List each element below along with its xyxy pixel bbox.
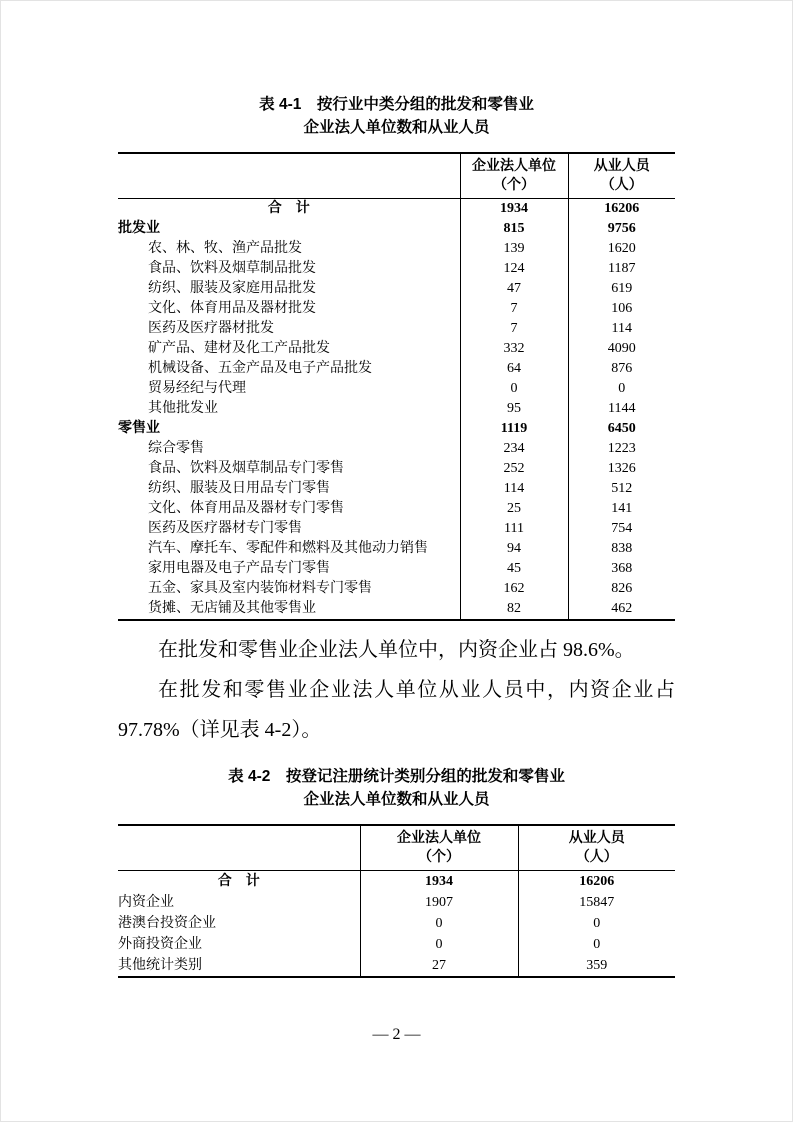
persons-value: 838 — [568, 539, 675, 559]
persons-value: 619 — [568, 279, 675, 299]
row-label: 内资企业 — [118, 895, 174, 910]
row-label: 汽车、摩托车、零配件和燃料及其他动力销售 — [148, 541, 428, 556]
table-4-2 — [118, 824, 675, 978]
persons-value: 0 — [518, 934, 675, 955]
column-header-units — [360, 825, 518, 871]
table-4-1-title-line2: 企业法人单位数和从业人员 — [303, 119, 490, 136]
persons-value: 114 — [568, 319, 675, 339]
row-label: 机械设备、五金产品及电子产品批发 — [148, 361, 372, 376]
table-row — [118, 299, 675, 319]
row-label: 食品、饮料及烟草制品专门零售 — [148, 461, 344, 476]
units-value: 0 — [460, 379, 568, 399]
table-row — [118, 319, 675, 339]
table-row — [118, 499, 675, 519]
units-value: 139 — [460, 239, 568, 259]
persons-value: 368 — [568, 559, 675, 579]
table-row — [118, 359, 675, 379]
units-value: 45 — [460, 559, 568, 579]
table-row — [118, 599, 675, 620]
persons-value: 16206 — [568, 199, 675, 220]
units-value: 64 — [460, 359, 568, 379]
table-4-2-body — [118, 871, 675, 978]
persons-header-line1: 从业人员 — [593, 159, 650, 174]
persons-value: 754 — [568, 519, 675, 539]
units-header-line2: （个） — [493, 178, 535, 193]
row-label: 纺织、服装及日用品专门零售 — [148, 481, 330, 496]
persons-value: 4090 — [568, 339, 675, 359]
table-4-1-title-line1: 表 4-1 按行业中类分组的批发和零售业 — [259, 96, 534, 113]
header-row — [118, 153, 675, 199]
row-label: 家用电器及电子产品专门零售 — [148, 561, 330, 576]
row-label: 批发业 — [118, 221, 160, 236]
corner-cell — [118, 825, 360, 871]
table-row — [118, 279, 675, 299]
header-row — [118, 825, 675, 871]
persons-value: 359 — [518, 955, 675, 977]
row-label: 零售业 — [118, 421, 160, 436]
persons-value: 16206 — [518, 871, 675, 893]
units-value: 1934 — [360, 871, 518, 893]
column-header-persons — [568, 153, 675, 199]
units-value: 162 — [460, 579, 568, 599]
column-header-units — [460, 153, 568, 199]
table-row — [118, 913, 675, 934]
persons-value: 1620 — [568, 239, 675, 259]
units-value: 1907 — [360, 892, 518, 913]
units-value: 815 — [460, 219, 568, 239]
units-value: 47 — [460, 279, 568, 299]
units-header-line1: 企业法人单位 — [397, 831, 481, 846]
persons-value: 0 — [568, 379, 675, 399]
persons-value: 1223 — [568, 439, 675, 459]
table-row — [118, 559, 675, 579]
table-row — [118, 892, 675, 913]
units-value: 7 — [460, 319, 568, 339]
persons-value: 1144 — [568, 399, 675, 419]
page-number: — 2 — — [372, 1026, 421, 1043]
persons-value: 6450 — [568, 419, 675, 439]
table-row — [118, 399, 675, 419]
table-4-2-title — [118, 765, 675, 811]
units-header-line1: 企业法人单位 — [472, 159, 556, 174]
table-4-1-title — [118, 93, 675, 139]
table-row — [118, 579, 675, 599]
table-row — [118, 439, 675, 459]
row-label: 纺织、服装及家庭用品批发 — [148, 281, 316, 296]
paragraph-domestic-persons-share: 在批发和零售业企业法人单位从业人员中，内资企业占 97.78%（详见表 4-2）。 — [118, 679, 675, 741]
table-row — [118, 239, 675, 259]
row-label: 合 计 — [217, 874, 260, 889]
units-value: 252 — [460, 459, 568, 479]
units-value: 95 — [460, 399, 568, 419]
persons-value: 141 — [568, 499, 675, 519]
table-row — [118, 459, 675, 479]
row-label: 五金、家具及室内装饰材料专门零售 — [148, 581, 372, 596]
units-value: 332 — [460, 339, 568, 359]
units-value: 0 — [360, 913, 518, 934]
table-row — [118, 419, 675, 439]
table-row — [118, 259, 675, 279]
persons-value: 106 — [568, 299, 675, 319]
row-label: 医药及医疗器材专门零售 — [148, 521, 302, 536]
units-value: 114 — [460, 479, 568, 499]
persons-value: 876 — [568, 359, 675, 379]
persons-value: 462 — [568, 599, 675, 620]
row-label: 文化、体育用品及器材批发 — [148, 301, 316, 316]
row-label: 货摊、无店铺及其他零售业 — [148, 601, 316, 616]
units-value: 124 — [460, 259, 568, 279]
row-label: 贸易经纪与代理 — [148, 381, 246, 396]
table-row — [118, 219, 675, 239]
row-label: 其他统计类别 — [118, 958, 202, 973]
units-value: 82 — [460, 599, 568, 620]
units-value: 0 — [360, 934, 518, 955]
units-value: 27 — [360, 955, 518, 977]
table-row — [118, 871, 675, 893]
persons-value: 512 — [568, 479, 675, 499]
units-value: 94 — [460, 539, 568, 559]
page-content — [118, 1, 675, 978]
persons-value: 15847 — [518, 892, 675, 913]
row-label: 综合零售 — [148, 441, 204, 456]
persons-value: 826 — [568, 579, 675, 599]
row-label: 港澳台投资企业 — [118, 916, 216, 931]
table-4-1-header — [118, 153, 675, 199]
row-label: 文化、体育用品及器材专门零售 — [148, 501, 344, 516]
row-label: 其他批发业 — [148, 401, 218, 416]
table-row — [118, 379, 675, 399]
table-4-2-title-line2: 企业法人单位数和从业人员 — [303, 791, 490, 808]
row-label: 合 计 — [267, 201, 310, 216]
persons-header-line2: （人） — [600, 178, 643, 193]
paragraph-domestic-units-share: 在批发和零售业企业法人单位中，内资企业占 98.6%。 — [158, 639, 635, 661]
table-4-2-title-line1: 表 4-2 按登记注册统计类别分组的批发和零售业 — [228, 768, 565, 785]
table-4-2-section — [118, 765, 675, 978]
units-header-line2: （个） — [418, 850, 460, 865]
table-row — [118, 199, 675, 220]
row-label: 农、林、牧、渔产品批发 — [148, 241, 302, 256]
table-row — [118, 539, 675, 559]
units-value: 25 — [460, 499, 568, 519]
units-value: 7 — [460, 299, 568, 319]
units-value: 111 — [460, 519, 568, 539]
table-row — [118, 479, 675, 499]
column-header-persons — [518, 825, 675, 871]
table-4-1 — [118, 152, 675, 621]
table-4-1-section — [118, 93, 675, 621]
table-row — [118, 519, 675, 539]
units-value: 1119 — [460, 419, 568, 439]
table-row — [118, 934, 675, 955]
persons-value: 0 — [518, 913, 675, 934]
table-4-1-body — [118, 199, 675, 621]
corner-cell — [118, 153, 460, 199]
table-row — [118, 955, 675, 977]
units-value: 1934 — [460, 199, 568, 220]
persons-value: 9756 — [568, 219, 675, 239]
table-row — [118, 339, 675, 359]
units-value: 234 — [460, 439, 568, 459]
persons-value: 1187 — [568, 259, 675, 279]
row-label: 食品、饮料及烟草制品批发 — [148, 261, 316, 276]
row-label: 医药及医疗器材批发 — [148, 321, 274, 336]
persons-header-line1: 从业人员 — [568, 831, 625, 846]
persons-header-line2: （人） — [575, 850, 618, 865]
table-4-2-header — [118, 825, 675, 871]
narrative-text — [118, 630, 675, 750]
row-label: 外商投资企业 — [118, 937, 202, 952]
row-label: 矿产品、建材及化工产品批发 — [148, 341, 330, 356]
persons-value: 1326 — [568, 459, 675, 479]
